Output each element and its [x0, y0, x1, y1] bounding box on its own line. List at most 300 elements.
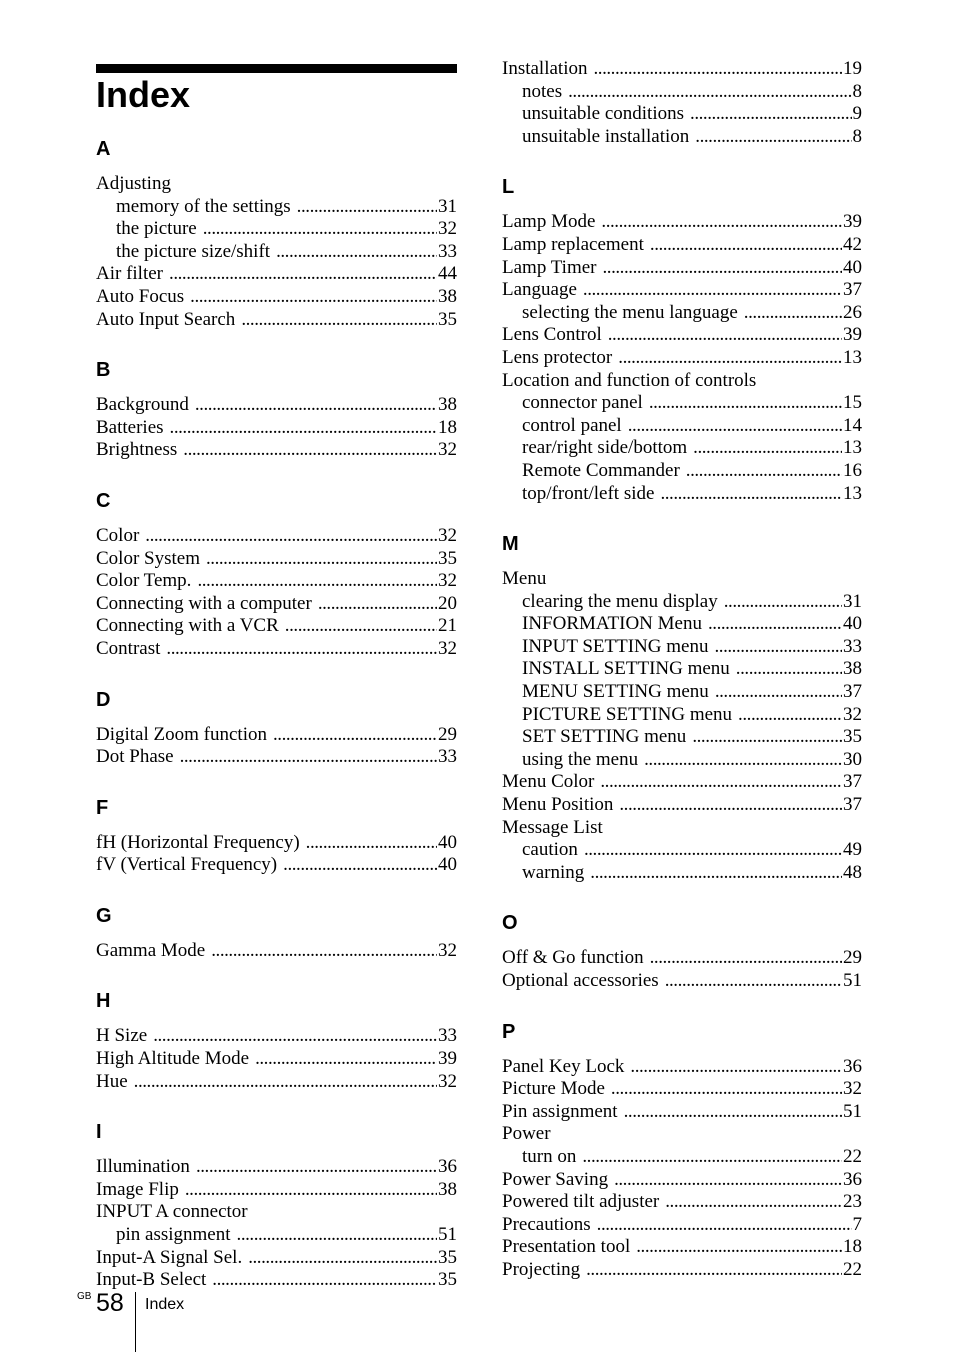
- entry-page-number: 13: [843, 482, 862, 504]
- entry-page-number: 37: [843, 771, 862, 793]
- dot-leader: [693, 437, 842, 460]
- entry-term: H Size: [96, 1025, 148, 1047]
- index-subentry: [96, 218, 457, 241]
- index-entry: [502, 58, 862, 81]
- index-section: [96, 359, 457, 462]
- entry-page-number: 33: [438, 1025, 457, 1047]
- index-entry: [96, 1179, 457, 1202]
- index-entry: [502, 771, 862, 794]
- entry-term: Location and function of controls: [502, 369, 757, 391]
- entry-page-number: 23: [843, 1191, 862, 1213]
- index-subentry: [502, 839, 862, 862]
- entry-page-number: 32: [438, 637, 457, 659]
- index-entry: [96, 1269, 457, 1292]
- section-letter: F: [96, 796, 109, 819]
- section-letter: P: [502, 1020, 516, 1043]
- dot-leader: [237, 1224, 437, 1247]
- dot-leader: [255, 1048, 437, 1071]
- dot-leader: [195, 394, 437, 417]
- index-subentry: [502, 636, 862, 659]
- index-entry: [96, 263, 457, 286]
- entry-term: High Altitude Mode: [96, 1048, 250, 1070]
- dot-leader: [630, 1056, 842, 1079]
- index-entry: [96, 638, 457, 661]
- entry-term: INFORMATION Menu: [522, 613, 702, 635]
- index-section: [96, 689, 457, 769]
- entry-term: Image Flip: [96, 1178, 179, 1200]
- dot-leader: [283, 854, 437, 877]
- entry-page-number: 20: [438, 592, 457, 614]
- dot-leader: [590, 862, 842, 885]
- dot-leader: [650, 947, 842, 970]
- index-entry: [96, 548, 457, 571]
- entry-term: Projecting: [502, 1258, 581, 1280]
- entry-page-number: 26: [843, 301, 862, 323]
- index-entry: [502, 211, 862, 234]
- index-entry: [502, 1056, 862, 1079]
- entry-term: Batteries: [96, 416, 164, 438]
- index-entry: [96, 1071, 457, 1094]
- dot-leader: [318, 593, 437, 616]
- entry-term: Auto Input Search: [96, 308, 236, 330]
- index-entry: [96, 832, 457, 855]
- section-letter: O: [502, 912, 518, 935]
- entry-page-number: 19: [843, 58, 862, 79]
- dot-leader: [203, 218, 437, 241]
- index-entry: [502, 970, 862, 993]
- entry-page-number: 35: [438, 1246, 457, 1268]
- dot-leader: [285, 615, 437, 638]
- dot-leader: [715, 681, 842, 704]
- section-letter: I: [96, 1121, 102, 1144]
- index-subentry: [502, 613, 862, 636]
- index-entry: [502, 279, 862, 302]
- page-title: Index: [96, 74, 191, 115]
- entry-term: Auto Focus: [96, 285, 185, 307]
- entry-term: Input-A Signal Sel.: [96, 1246, 243, 1268]
- dot-leader: [608, 324, 842, 347]
- dot-leader: [183, 439, 437, 462]
- entry-term: Gamma Mode: [96, 939, 206, 961]
- section-spacer: [96, 661, 457, 679]
- index-section: [502, 176, 862, 505]
- entry-term: Brightness: [96, 439, 178, 461]
- index-entry: [502, 257, 862, 280]
- dot-leader: [583, 279, 842, 302]
- entry-page-number: 51: [843, 970, 862, 991]
- entry-page-number: 35: [438, 1269, 457, 1291]
- dot-leader: [665, 1191, 842, 1214]
- entry-page-number: 36: [843, 1055, 862, 1077]
- dot-leader: [611, 1078, 842, 1101]
- entry-page-number: 22: [843, 1145, 862, 1167]
- section-spacer: [96, 462, 457, 480]
- dot-leader: [624, 1101, 842, 1124]
- dot-leader: [738, 704, 842, 727]
- index-subentry: [502, 126, 862, 149]
- entry-term: Power: [502, 1123, 551, 1145]
- dot-leader: [649, 392, 842, 415]
- entry-page-number: 39: [438, 1048, 457, 1070]
- entry-term: Precautions: [502, 1213, 591, 1235]
- index-entry: [502, 1191, 862, 1214]
- index-entry: [96, 439, 457, 462]
- entry-page-number: 39: [843, 324, 862, 346]
- index-entry: [96, 173, 457, 196]
- dot-leader: [618, 347, 842, 370]
- entry-term: fH (Horizontal Frequency): [96, 831, 300, 853]
- entry-term: unsuitable installation: [522, 125, 690, 147]
- dot-leader: [619, 794, 842, 817]
- index-entry: [96, 1201, 457, 1224]
- entry-term: turn on: [522, 1145, 577, 1167]
- dot-leader: [169, 263, 437, 286]
- entry-term: Digital Zoom function: [96, 723, 267, 745]
- dot-leader: [586, 1259, 842, 1282]
- index-subentry: [502, 437, 862, 460]
- index-entry: [96, 940, 457, 963]
- entry-term: top/front/left side: [522, 482, 655, 504]
- index-entry: [502, 234, 862, 257]
- dot-leader: [134, 1071, 437, 1094]
- entry-term: SET SETTING menu: [522, 726, 687, 748]
- entry-page-number: 36: [843, 1168, 862, 1190]
- entry-term: Installation: [502, 58, 588, 79]
- dot-leader: [660, 483, 842, 506]
- entry-page-number: 40: [438, 854, 457, 876]
- index-subentry: [502, 415, 862, 438]
- index-entry: [96, 615, 457, 638]
- index-entry: [502, 1236, 862, 1259]
- entry-term: Message List: [502, 816, 603, 838]
- index-entry: [502, 568, 862, 591]
- entry-page-number: 33: [438, 240, 457, 262]
- dot-leader: [145, 525, 437, 548]
- index-entry: [96, 570, 457, 593]
- index-entry: [96, 1025, 457, 1048]
- index-entry: [96, 1247, 457, 1270]
- index-subentry: [502, 302, 862, 325]
- entry-term: connector panel: [522, 392, 643, 414]
- index-subentry: [502, 103, 862, 126]
- entry-page-number: 31: [438, 195, 457, 217]
- index-subentry: [502, 658, 862, 681]
- dot-leader: [628, 415, 842, 438]
- entry-page-number: 35: [438, 547, 457, 569]
- entry-page-number: 9: [852, 103, 862, 125]
- dot-leader: [692, 726, 842, 749]
- entry-term: using the menu: [522, 748, 639, 770]
- index-entry: [96, 309, 457, 332]
- entry-term: Lamp Mode: [502, 211, 596, 233]
- entry-term: Menu: [502, 568, 547, 590]
- dot-leader: [636, 1236, 842, 1259]
- entry-term: INPUT A connector: [96, 1201, 248, 1223]
- entry-page-number: 35: [438, 308, 457, 330]
- entry-term: Illumination: [96, 1156, 190, 1178]
- title-rule: [96, 64, 457, 73]
- index-section: [502, 533, 862, 884]
- dot-leader: [601, 211, 842, 234]
- section-spacer: [96, 331, 457, 349]
- entry-page-number: 7: [852, 1213, 862, 1235]
- index-subentry: [96, 241, 457, 264]
- section-spacer: [502, 884, 862, 902]
- entry-page-number: 35: [843, 726, 862, 748]
- entry-page-number: 32: [438, 1070, 457, 1092]
- dot-leader: [714, 636, 842, 659]
- index-section: [96, 1121, 457, 1292]
- section-spacer: [502, 505, 862, 523]
- entry-term: caution: [522, 839, 578, 861]
- index-entry: [502, 1169, 862, 1192]
- index-entry: [502, 1101, 862, 1124]
- entry-term: fV (Vertical Frequency): [96, 854, 278, 876]
- dot-leader: [614, 1169, 842, 1192]
- dot-leader: [206, 548, 437, 571]
- entry-term: pin assignment: [116, 1224, 231, 1246]
- section-letter: B: [96, 359, 111, 382]
- entry-page-number: 14: [843, 414, 862, 436]
- entry-page-number: 13: [843, 437, 862, 459]
- index-entry: [96, 394, 457, 417]
- entry-page-number: 37: [843, 279, 862, 301]
- footer-region-code: GB: [77, 1291, 92, 1302]
- index-entry: [96, 525, 457, 548]
- entry-page-number: 37: [843, 794, 862, 816]
- entry-page-number: 31: [843, 590, 862, 612]
- section-letter: A: [96, 138, 111, 160]
- dot-leader: [276, 241, 437, 264]
- entry-term: Pin assignment: [502, 1100, 618, 1122]
- dot-leader: [582, 1146, 842, 1169]
- entry-term: Lens protector: [502, 346, 613, 368]
- section-spacer: [96, 962, 457, 980]
- entry-page-number: 33: [843, 635, 862, 657]
- dot-leader: [196, 1156, 437, 1179]
- index-entry: [502, 817, 862, 840]
- entry-term: Presentation tool: [502, 1236, 631, 1258]
- index-entry: [502, 1078, 862, 1101]
- entry-term: Input-B Select: [96, 1269, 207, 1291]
- entry-term: Color Temp.: [96, 570, 192, 592]
- index-subentry: [502, 704, 862, 727]
- dot-leader: [602, 257, 842, 280]
- entry-term: Picture Mode: [502, 1078, 605, 1100]
- section-letter: L: [502, 176, 515, 199]
- index-entry: [96, 417, 457, 440]
- index-section: [502, 1021, 862, 1282]
- entry-page-number: 44: [438, 263, 457, 285]
- index-column-left: [96, 138, 457, 1292]
- entry-page-number: 38: [438, 394, 457, 416]
- dot-leader: [744, 302, 842, 325]
- index-entry: [96, 1048, 457, 1071]
- entry-term: Off & Go function: [502, 947, 644, 969]
- entry-term: Menu Color: [502, 771, 595, 793]
- dot-leader: [593, 58, 842, 81]
- index-subentry: [502, 392, 862, 415]
- section-letter: D: [96, 688, 111, 711]
- dot-leader: [212, 1269, 437, 1292]
- entry-page-number: 32: [843, 703, 862, 725]
- entry-page-number: 38: [843, 658, 862, 680]
- entry-page-number: 51: [438, 1224, 457, 1246]
- entry-page-number: 29: [438, 723, 457, 745]
- index-subentry: [96, 1224, 457, 1247]
- dot-leader: [708, 613, 842, 636]
- dot-leader: [597, 1214, 852, 1237]
- entry-page-number: 42: [843, 233, 862, 255]
- entry-term: the picture: [116, 218, 197, 240]
- footer-section-label: Index: [145, 1296, 185, 1313]
- dot-leader: [197, 570, 437, 593]
- entry-term: memory of the settings: [116, 195, 291, 217]
- entry-term: Remote Commander: [522, 459, 680, 481]
- entry-term: Connecting with a computer: [96, 592, 312, 614]
- entry-term: clearing the menu display: [522, 590, 718, 612]
- entry-term: Optional accessories: [502, 970, 659, 991]
- entry-term: Air filter: [96, 263, 164, 285]
- dot-leader: [644, 749, 842, 772]
- entry-term: Color: [96, 524, 140, 546]
- index-section: [96, 797, 457, 877]
- entry-page-number: 32: [438, 570, 457, 592]
- index-entry: [502, 947, 862, 970]
- entry-term: warning: [522, 861, 585, 883]
- dot-leader: [297, 196, 437, 219]
- index-entry: [96, 286, 457, 309]
- index-subentry: [502, 726, 862, 749]
- entry-term: Connecting with a VCR: [96, 615, 279, 637]
- section-spacer: [502, 993, 862, 1011]
- entry-page-number: 16: [843, 459, 862, 481]
- entry-page-number: 18: [843, 1236, 862, 1258]
- index-column-right: [502, 58, 862, 1282]
- footer-divider: [135, 1292, 136, 1352]
- index-entry: [502, 370, 862, 393]
- index-section: [502, 912, 862, 992]
- dot-leader: [241, 309, 437, 332]
- entry-page-number: 49: [843, 839, 862, 861]
- dot-leader: [690, 103, 851, 126]
- entry-term: Powered tilt adjuster: [502, 1191, 660, 1213]
- entry-term: Adjusting: [96, 173, 171, 194]
- entry-term: Power Saving: [502, 1168, 609, 1190]
- index-entry: [96, 854, 457, 877]
- entry-term: Language: [502, 279, 577, 301]
- entry-term: Contrast: [96, 637, 161, 659]
- entry-term: selecting the menu language: [522, 301, 738, 323]
- entry-page-number: 30: [843, 748, 862, 770]
- section-spacer: [96, 769, 457, 787]
- dot-leader: [273, 724, 437, 747]
- index-subentry: [502, 749, 862, 772]
- index-entry: [502, 1214, 862, 1237]
- entry-term: Lens Control: [502, 324, 602, 346]
- entry-term: Menu Position: [502, 794, 614, 816]
- section-letter: G: [96, 904, 112, 927]
- dot-leader: [686, 460, 842, 483]
- entry-term: Lamp Timer: [502, 256, 597, 278]
- index-subentry: [502, 591, 862, 614]
- entry-page-number: 18: [438, 416, 457, 438]
- dot-leader: [650, 234, 842, 257]
- entry-term: INSTALL SETTING menu: [522, 658, 730, 680]
- entry-page-number: 51: [843, 1100, 862, 1122]
- index-entry: [502, 347, 862, 370]
- dot-leader: [248, 1247, 437, 1270]
- dot-leader: [695, 126, 851, 149]
- entry-term: PICTURE SETTING menu: [522, 703, 733, 725]
- entry-page-number: 13: [843, 346, 862, 368]
- section-letter: C: [96, 489, 111, 512]
- index-entry: [502, 1123, 862, 1146]
- entry-page-number: 32: [438, 939, 457, 961]
- entry-term: the picture size/shift: [116, 240, 271, 262]
- dot-leader: [185, 1179, 437, 1202]
- dot-leader: [211, 940, 437, 963]
- index-subentry: [502, 862, 862, 885]
- dot-leader: [584, 839, 842, 862]
- index-subentry: [96, 196, 457, 219]
- dot-leader: [665, 970, 842, 993]
- index-entry: [96, 746, 457, 769]
- entry-page-number: 8: [852, 80, 862, 102]
- entry-term: Hue: [96, 1070, 128, 1092]
- index-subentry: [502, 81, 862, 104]
- entry-page-number: 40: [843, 256, 862, 278]
- entry-page-number: 38: [438, 1178, 457, 1200]
- index-entry: [96, 1156, 457, 1179]
- entry-term: MENU SETTING menu: [522, 681, 709, 703]
- entry-term: Color System: [96, 547, 200, 569]
- entry-page-number: 33: [438, 746, 457, 768]
- section-letter: M: [502, 533, 519, 556]
- index-entry: [502, 1259, 862, 1282]
- dot-leader: [180, 746, 437, 769]
- dot-leader: [736, 658, 842, 681]
- index-entry: [96, 593, 457, 616]
- section-letter: H: [96, 990, 111, 1013]
- section-spacer: [96, 877, 457, 895]
- entry-page-number: 36: [438, 1156, 457, 1178]
- dot-leader: [153, 1025, 437, 1048]
- entry-page-number: 32: [438, 524, 457, 546]
- entry-page-number: 21: [438, 615, 457, 637]
- section-spacer: [96, 1093, 457, 1111]
- dot-leader: [190, 286, 437, 309]
- index-subentry: [502, 483, 862, 506]
- entry-term: Background: [96, 394, 189, 416]
- index-entry: [502, 324, 862, 347]
- index-subentry: [502, 681, 862, 704]
- dot-leader: [600, 771, 842, 794]
- entry-term: rear/right side/bottom: [522, 437, 688, 459]
- entry-term: Lamp replacement: [502, 233, 644, 255]
- entry-page-number: 40: [438, 831, 457, 853]
- entry-page-number: 32: [843, 1078, 862, 1100]
- entry-term: notes: [522, 80, 563, 102]
- index-section: [96, 138, 457, 331]
- entry-page-number: 40: [843, 613, 862, 635]
- index-section: [96, 990, 457, 1093]
- entry-page-number: 32: [438, 218, 457, 240]
- entry-term: unsuitable conditions: [522, 103, 685, 125]
- entry-page-number: 32: [438, 439, 457, 461]
- index-subentry: [502, 1146, 862, 1169]
- index-section: [502, 58, 862, 148]
